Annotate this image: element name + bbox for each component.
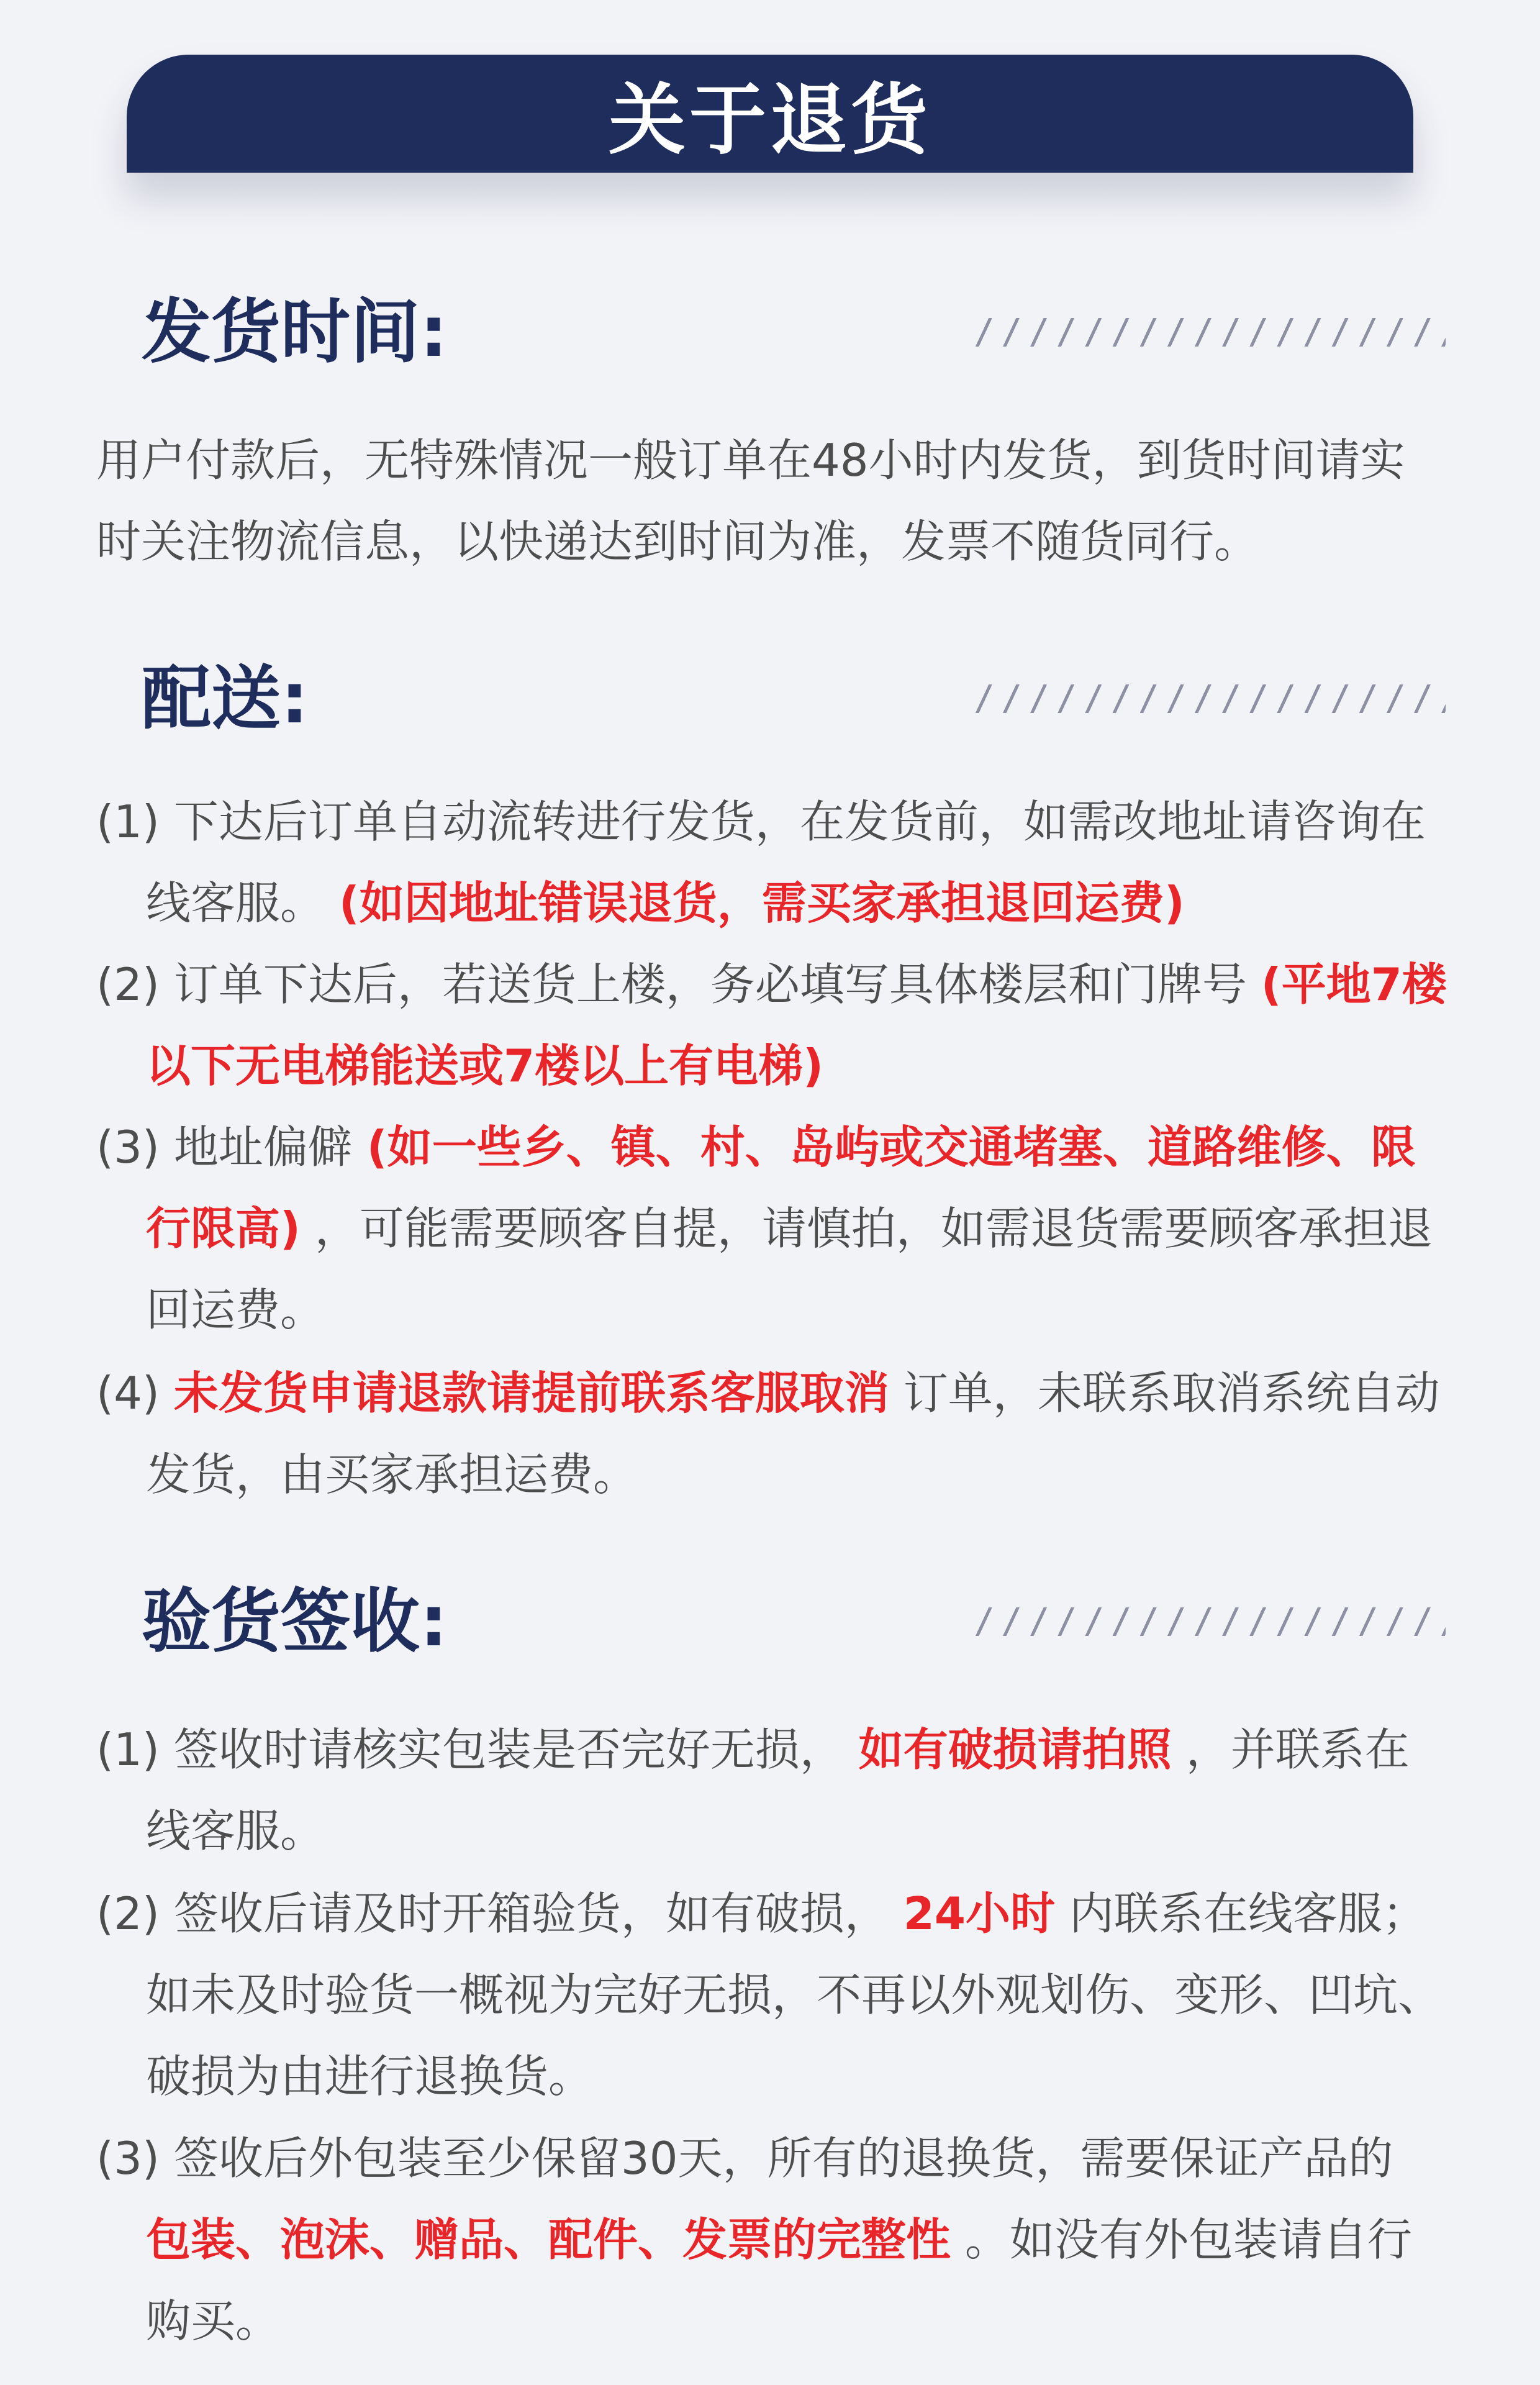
list-item [96,1709,1447,1872]
item-text: 订单下达后，若送货上楼，务必填写具体楼层和门牌号 [173,958,1247,1011]
item-highlight: 24小时 [903,1888,1055,1940]
item-text: ，并联系在线客服。 [146,1724,1410,1857]
item-text: 订单，未联系取消系统自动发货，由买家承担运费。 [146,1367,1440,1501]
item-highlight: 包装、泡沫、赠品、配件、发票的完整性 [146,2214,951,2266]
item-text: 内联系在线客服；如未及时验货一概视为完好无损，不再以外观划伤、变形、凹坑、破损为由进行退换货。 [146,1888,1443,2102]
item-number: (1) [96,796,160,848]
item-text: 下达后订单自动流转进行发货，在发货前，如需改地址请咨询在线客服。 [146,796,1426,929]
header-banner [127,55,1413,173]
item-highlight: (平地7楼以下无电梯能送或7楼以上有电梯) [146,958,1447,1092]
section-title: 配送: [142,658,309,739]
page-title: 关于退货 [608,76,931,165]
item-text: 。如没有外包装请自行购买。 [146,2214,1412,2347]
list-item [96,944,1447,1107]
list-item [96,1873,1447,2117]
item-highlight: (如因地址错误退货，需买家承担退回运费) [338,877,1185,929]
list-item [96,781,1447,944]
section-shipping-time-header [142,286,1446,379]
item-text: 地址偏僻 [173,1121,353,1173]
item-number: (4) [96,1367,160,1419]
list-item [96,1353,1447,1515]
item-number: (2) [96,1888,160,1940]
decorative-hatch [974,1607,1446,1636]
item-number: (2) [96,958,160,1011]
item-number: (3) [96,1121,160,1173]
item-number: (1) [96,1724,160,1776]
item-text: 签收时请核实包装是否完好无损， [173,1724,845,1776]
item-text: ，可能需要顾客自提，请慎拍，如需退货需要顾客承担退回运费。 [146,1202,1433,1336]
decorative-hatch [974,684,1446,713]
section-delivery-header [142,652,1446,745]
section-title: 发货时间: [142,292,448,373]
list-item [96,1107,1447,1351]
item-highlight: 如有破损请拍照 [858,1724,1172,1776]
item-highlight: 未发货申请退款请提前联系客服取消 [173,1367,889,1419]
shipping-time-text: 用户付款后，无特殊情况一般订单在48小时内发货，到货时间请实时关注物流信息，以快递达到时间为准，发票不随货同行。 [96,434,1405,568]
item-text: 签收后外包装至少保留30天，所有的退换货，需要保证产品的 [173,2132,1393,2184]
item-number: (3) [96,2132,160,2184]
decorative-hatch [974,318,1446,347]
section-title: 验货签收: [142,1581,448,1662]
section-inspection-header [142,1575,1446,1668]
item-highlight: (如一些乡、镇、村、岛屿或交通堵塞、道路维修、限行限高) [146,1121,1416,1255]
item-text: 签收后请及时开箱验货，如有破损， [173,1888,889,1940]
list-item [96,2118,1447,2362]
